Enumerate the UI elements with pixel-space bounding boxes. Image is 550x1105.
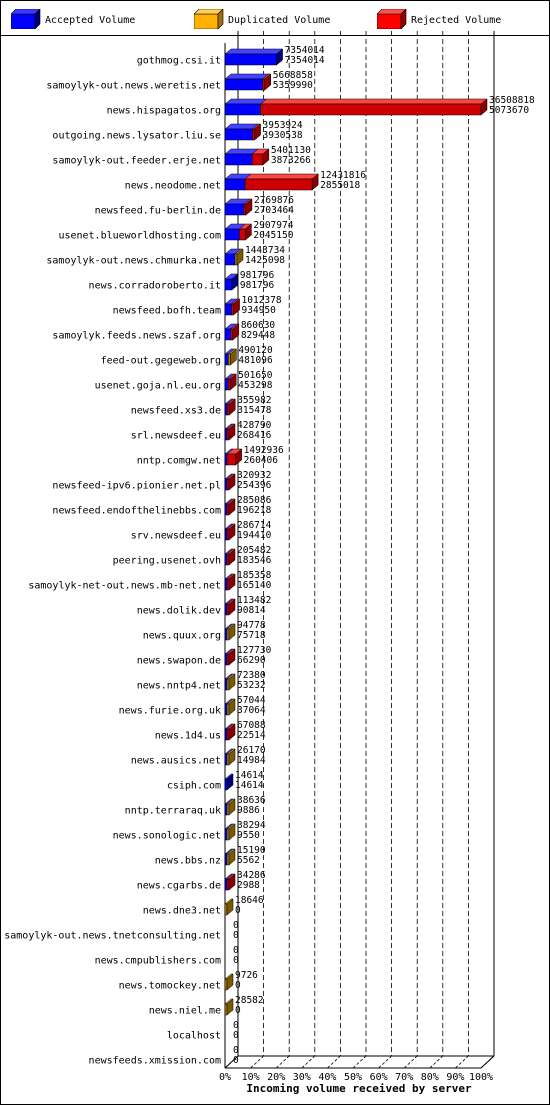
bar-duplicated [235, 254, 237, 265]
bar-accepted [225, 154, 252, 165]
bar-duplicated [227, 854, 229, 865]
data-label-accepted: 14614 [235, 780, 264, 791]
bar-duplicated [227, 754, 229, 765]
bar-accepted [225, 304, 232, 315]
bar-accepted [225, 729, 227, 740]
bar-duplicated [228, 354, 230, 365]
floor-tick-80 [430, 1056, 443, 1068]
data-label-accepted: 5073670 [489, 105, 530, 116]
data-label-total: 72380 [237, 670, 266, 681]
bar-duplicated [227, 804, 229, 815]
floor-tick-50 [353, 1056, 366, 1068]
data-label-accepted: 14984 [237, 755, 266, 766]
floor-tick-90 [455, 1056, 468, 1068]
bar-accepted [225, 204, 244, 215]
data-label-total: 1443734 [244, 245, 286, 256]
data-label-total: 28582 [235, 995, 264, 1006]
data-label-accepted: 0 [233, 955, 239, 966]
bar-accepted [225, 579, 227, 590]
y-tick-label: gothmog.csi.it [136, 55, 221, 67]
chart-plot [1, 1, 549, 1104]
data-label-accepted: 1425098 [244, 255, 286, 266]
data-label-accepted: 165140 [237, 580, 272, 591]
data-label-total: 0 [233, 1020, 239, 1031]
bar-accepted [225, 704, 227, 715]
y-tick-label: samoylyk-out.news.tnetconsulting.net [4, 930, 221, 942]
bar-rejected-top [245, 174, 318, 179]
y-tick-label: news.niel.me [148, 1005, 221, 1017]
data-label-total: 34286 [237, 870, 266, 881]
data-label-total: 0 [233, 945, 239, 956]
y-tick-label: peering.usenet.ovh [112, 555, 221, 567]
y-tick-label: samoylyk.feeds.news.szaf.org [52, 330, 221, 342]
bar-duplicated [225, 979, 227, 990]
bar-duplicated [225, 904, 227, 915]
x-tick-label-10: 10% [241, 1072, 260, 1083]
bar-duplicated [227, 629, 229, 640]
data-label-total: 26170 [237, 745, 266, 756]
bar-rejected [245, 179, 312, 190]
data-label-accepted: 3930538 [262, 130, 303, 141]
bar-rejected [239, 229, 245, 240]
x-tick-label-50: 50% [343, 1072, 363, 1083]
data-label-total: 501650 [238, 370, 273, 381]
data-label-total: 36508818 [489, 95, 535, 106]
data-label-total: 5401130 [270, 145, 311, 156]
y-tick-label: news.hispagatos.org [106, 105, 221, 117]
bar-rejected [227, 529, 229, 540]
data-label-accepted: 183546 [237, 555, 272, 566]
bar-accepted [225, 354, 228, 365]
y-tick-label: news.nntp4.net [136, 680, 221, 692]
legend-label-duplicated: Duplicated Volume [228, 15, 331, 26]
y-tick-label: news.neodome.net [124, 180, 221, 192]
data-label-accepted: 0 [233, 1055, 239, 1066]
bar-rejected [227, 729, 229, 740]
data-label-accepted: 37064 [237, 705, 266, 716]
y-tick-label: news.sonologic.net [112, 830, 221, 842]
legend-label-rejected: Rejected Volume [411, 15, 502, 26]
bar-accepted [225, 679, 227, 690]
bar-accepted-top [225, 99, 267, 104]
bar-accepted [225, 54, 277, 65]
data-label-total: 285086 [237, 495, 272, 506]
y-tick-label: usenet.blueworldhosting.com [58, 230, 221, 242]
y-tick-label: news.swapon.de [136, 655, 221, 667]
bar-rejected [227, 654, 229, 665]
y-tick-label: news.ausics.net [130, 755, 221, 767]
data-label-total: 2907974 [253, 220, 294, 231]
bar-rejected [253, 129, 255, 140]
data-label-accepted: 9550 [237, 830, 260, 841]
bar-accepted [225, 404, 227, 415]
bar-rejected [252, 154, 263, 165]
data-label-accepted: 481096 [238, 355, 273, 366]
data-label-total: 9726 [235, 970, 258, 981]
bar-accepted [225, 104, 261, 115]
data-label-total: 12431816 [320, 170, 366, 181]
y-tick-label: news.corradoroberto.it [88, 280, 221, 292]
y-tick-label: newsfeed.endofthelinebbs.com [52, 505, 221, 517]
y-tick-label: news.1d4.us [154, 730, 221, 742]
data-label-accepted: 829448 [240, 330, 276, 341]
y-tick-label: news.bbs.nz [154, 855, 221, 867]
floor-tick-20 [276, 1056, 289, 1068]
data-label-accepted: 0 [233, 930, 239, 941]
data-label-accepted: 9886 [237, 805, 260, 816]
data-label-accepted: 2045150 [253, 230, 294, 241]
data-label-accepted: 22514 [237, 730, 266, 741]
bar-rejected [227, 579, 229, 590]
data-label-accepted: 2988 [237, 880, 260, 891]
y-tick-label: newsfeed.xs3.de [130, 405, 221, 417]
bar-duplicated [227, 829, 229, 840]
data-label-accepted: 315478 [237, 405, 272, 416]
floor-tick-10 [251, 1056, 264, 1068]
y-tick-label: samoylyk-out.news.chmurka.net [46, 255, 221, 267]
y-tick-label: feed-out.gegeweb.org [100, 355, 221, 367]
floor-tick-30 [302, 1056, 315, 1068]
data-label-accepted: 66290 [237, 655, 266, 666]
bar-rejected [227, 504, 229, 515]
data-label-total: 2769876 [253, 195, 295, 206]
data-label-total: 7354014 [284, 45, 325, 56]
data-label-total: 428790 [237, 420, 272, 431]
y-tick-label: newsfeeds.xmission.com [88, 1055, 221, 1067]
bar-rejected-top [261, 99, 487, 104]
y-tick-label: newsfeed.fu-berlin.de [94, 205, 221, 217]
y-tick-label: newsfeed-ipv6.pionier.net.pl [52, 480, 221, 492]
y-tick-label: usenet.goja.nl.eu.org [94, 380, 221, 392]
bar-rejected [261, 104, 481, 115]
data-label-accepted: 75718 [237, 630, 266, 641]
bar-accepted [225, 429, 227, 440]
data-label-accepted: 3873266 [270, 155, 311, 166]
bar-accepted-top [225, 74, 269, 79]
bar-accepted [225, 279, 232, 290]
legend-label-accepted: Accepted Volume [45, 15, 136, 26]
data-label-total: 14614 [235, 770, 264, 781]
y-tick-label: srl.newsdeef.eu [130, 430, 221, 442]
bar-accepted [225, 754, 227, 765]
x-axis-label: Incoming volume received by server [246, 1082, 472, 1095]
y-tick-label: nntp.comgw.net [136, 455, 221, 467]
y-tick-label: csiph.com [166, 780, 221, 792]
bar-accepted [225, 229, 239, 240]
y-tick-label: newsfeed.bofh.team [112, 305, 221, 317]
bar-accepted [225, 779, 227, 790]
data-label-total: 355982 [237, 395, 272, 406]
bar-rejected [227, 404, 229, 415]
data-label-accepted: 7354014 [284, 55, 325, 66]
data-label-total: 0 [233, 1045, 239, 1056]
data-label-accepted: 254396 [237, 480, 272, 491]
data-label-accepted: 268416 [237, 430, 272, 441]
data-label-accepted: 0 [235, 905, 241, 916]
data-label-total: 286714 [237, 520, 272, 531]
data-label-total: 67088 [237, 720, 266, 731]
data-label-accepted: 2703464 [253, 205, 295, 216]
data-label-total: 113482 [237, 595, 272, 606]
bar-rejected [228, 379, 230, 390]
bar-rejected [232, 304, 234, 315]
x-tick-label-30: 30% [292, 1072, 311, 1083]
bar-accepted [225, 804, 227, 815]
data-label-total: 18646 [235, 895, 264, 906]
data-label-total: 57044 [237, 695, 266, 706]
y-tick-label: nntp.terraraq.uk [124, 805, 221, 817]
data-label-accepted: 5562 [237, 855, 260, 866]
bar-rejected [227, 479, 229, 490]
y-tick-label: samoylyk-out.news.weretis.net [46, 80, 221, 92]
x-tick-label-70: 70% [395, 1072, 414, 1083]
y-tick-label: news.tomockey.net [118, 980, 221, 992]
x-tick-label-20: 20% [267, 1072, 286, 1083]
y-tick-label: samoylyk-net-out.news.mb-net.net [28, 580, 221, 592]
y-tick-label: news.dolik.dev [136, 605, 221, 617]
x-tick-label-100: 100% [468, 1072, 494, 1083]
y-tick-label: srv.newsdeef.eu [130, 530, 221, 542]
data-label-total: 981796 [239, 270, 275, 281]
data-label-total: 15190 [237, 845, 266, 856]
bar-duplicated [227, 704, 229, 715]
data-label-total: 38294 [237, 820, 266, 831]
y-tick-label: news.cmpublishers.com [94, 955, 221, 967]
bar-accepted [225, 829, 227, 840]
data-label-accepted: 2855018 [320, 180, 361, 191]
data-label-total: 860630 [240, 320, 276, 331]
bar-rejected [227, 604, 229, 615]
bar-accepted [225, 379, 228, 390]
x-tick-label-90: 90% [446, 1072, 465, 1083]
y-tick-label: localhost [166, 1030, 221, 1042]
data-label-total: 3953924 [262, 120, 303, 131]
data-label-total: 5668858 [272, 70, 313, 81]
bar-accepted [225, 629, 227, 640]
x-tick-label-0: 0% [218, 1072, 232, 1083]
data-label-total: 127730 [237, 645, 272, 656]
y-tick-label: news.dne3.net [142, 905, 221, 917]
data-label-accepted: 934950 [241, 305, 276, 316]
data-label-total: 1012378 [241, 295, 282, 306]
data-label-accepted: 0 [235, 980, 241, 991]
y-tick-label: samoylyk-out.feeder.erje.net [52, 155, 221, 167]
data-label-total: 94778 [237, 620, 266, 631]
data-label-accepted: 981796 [239, 280, 275, 291]
data-label-total: 320932 [237, 470, 272, 481]
data-label-total: 185358 [237, 570, 272, 581]
data-label-total: 38636 [237, 795, 266, 806]
bar-rejected [227, 554, 229, 565]
y-tick-label: news.quux.org [142, 630, 221, 642]
data-label-accepted: 0 [233, 1030, 239, 1041]
bar-accepted-top [225, 49, 283, 54]
y-tick-label: news.cgarbs.de [136, 880, 221, 892]
data-label-total: 205482 [237, 545, 272, 556]
bar-rejected [244, 204, 246, 215]
bar-duplicated [225, 1004, 227, 1015]
data-label-accepted: 90814 [237, 605, 266, 616]
data-label-accepted: 453298 [238, 380, 273, 391]
data-label-total: 490120 [238, 345, 273, 356]
floor-tick-70 [404, 1056, 417, 1068]
y-tick-label: outgoing.news.lysator.liu.se [52, 130, 221, 142]
bar-accepted [225, 554, 227, 565]
x-tick-label-80: 80% [420, 1072, 439, 1083]
data-label-accepted: 53232 [237, 680, 266, 691]
bar-accepted [225, 479, 227, 490]
data-label-accepted: 196218 [237, 505, 272, 516]
bar-accepted [225, 454, 227, 465]
bar-rejected [227, 879, 229, 890]
bar-accepted [225, 604, 227, 615]
bar-accepted [225, 879, 227, 890]
bar-accepted [225, 854, 227, 865]
bar-rejected [231, 329, 233, 340]
data-label-total: 0 [233, 920, 239, 931]
bar-accepted [225, 179, 245, 190]
bar-accepted [225, 79, 263, 90]
x-tick-label-40: 40% [318, 1072, 337, 1083]
data-label-accepted: 5359990 [272, 80, 313, 91]
bar-rejected [263, 79, 265, 90]
bar-rejected [227, 429, 229, 440]
floor-tick-60 [379, 1056, 392, 1068]
bar-accepted [225, 129, 253, 140]
bar-accepted [225, 254, 235, 265]
data-label-accepted: 0 [235, 1005, 241, 1016]
data-label-accepted: 194410 [237, 530, 272, 541]
bar-accepted [225, 329, 231, 340]
bar-accepted [225, 504, 227, 515]
bar-duplicated [227, 679, 229, 690]
bar-accepted [225, 529, 227, 540]
bar-accepted [225, 654, 227, 665]
data-label-total: 1492936 [243, 445, 284, 456]
floor-tick-40 [327, 1056, 340, 1068]
x-tick-label-60: 60% [369, 1072, 388, 1083]
bar-rejected [227, 454, 236, 465]
y-tick-label: news.furie.org.uk [118, 705, 221, 717]
data-label-accepted: 260406 [243, 455, 278, 466]
